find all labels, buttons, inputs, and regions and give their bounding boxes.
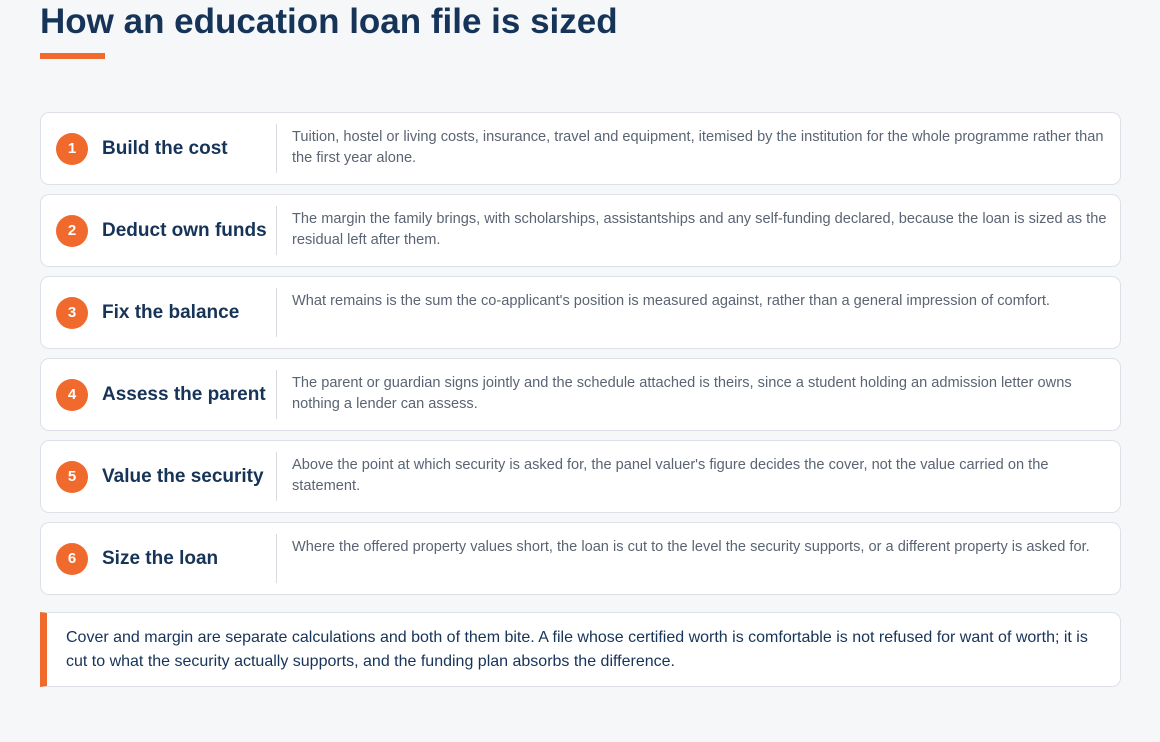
step-card-deduct-funds: [40, 194, 1121, 267]
step-number-badge: 2: [56, 215, 88, 247]
callout-text: Cover and margin are separate calculations and both of them bite. A file whose certified worth is comfortable is not refused for want of worth; it is cut to what the security actually supports, and the funding plan absorbs the difference.: [66, 629, 1088, 670]
step-divider: [276, 288, 277, 337]
step-number-badge: 4: [56, 379, 88, 411]
step-number-badge: 1: [56, 133, 88, 165]
step-description: Where the offered property values short, the loan is cut to the level the security supports, or a different property is asked for.: [292, 539, 1090, 555]
step-number-badge: 5: [56, 461, 88, 493]
step-divider: [276, 124, 277, 173]
step-card-value-security: [40, 440, 1121, 513]
step-description: Tuition, hostel or living costs, insurance, travel and equipment, itemised by the institution for the whole programme rather than the first year alone.: [292, 129, 1104, 166]
step-card-build-cost: [40, 112, 1121, 185]
step-description: The parent or guardian signs jointly and the schedule attached is theirs, since a student holding an admission letter owns nothing a lender can assess.: [292, 375, 1072, 412]
step-card-assess-parent: [40, 358, 1121, 431]
step-title: Fix the balance: [102, 302, 240, 323]
step-title: Deduct own funds: [102, 220, 267, 241]
callout-note: [40, 612, 1121, 687]
page-title: How an education loan file is sized: [40, 2, 618, 41]
title-underline: [40, 53, 105, 59]
step-description: Above the point at which security is asked for, the panel valuer's figure decides the cover, not the value carried on the statement.: [292, 457, 1049, 494]
step-title: Build the cost: [102, 138, 228, 159]
step-card-size-loan: [40, 522, 1121, 595]
step-divider: [276, 534, 277, 583]
step-title: Size the loan: [102, 548, 219, 569]
step-description: What remains is the sum the co-applicant's position is measured against, rather than a general impression of comfort.: [292, 293, 1050, 309]
step-description: The margin the family brings, with scholarships, assistantships and any self-funding declared, because the loan is sized as the residual left after them.: [292, 211, 1107, 248]
step-number-badge: 6: [56, 543, 88, 575]
step-number-badge: 3: [56, 297, 88, 329]
step-divider: [276, 370, 277, 419]
step-title: Value the security: [102, 466, 264, 487]
step-title: Assess the parent: [102, 384, 266, 405]
step-divider: [276, 206, 277, 255]
steps-list: [40, 112, 1121, 604]
step-card-fix-balance: [40, 276, 1121, 349]
step-divider: [276, 452, 277, 501]
